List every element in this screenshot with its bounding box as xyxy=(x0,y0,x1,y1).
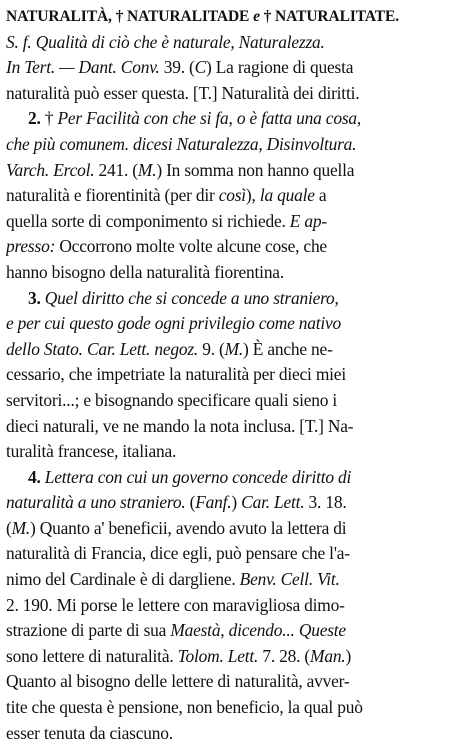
text-segment: 241. ( xyxy=(94,159,138,180)
text-segment: M. xyxy=(137,159,157,180)
entry-text-line xyxy=(6,55,466,81)
text-segment: Benv. Cell. Vit. xyxy=(239,569,340,590)
text-segment: ( xyxy=(185,492,196,513)
text-segment: 39. ( xyxy=(159,57,195,78)
text-segment: Man. xyxy=(310,645,346,666)
entry-text-line xyxy=(6,465,466,491)
text-segment: In Tert. — Dant. Conv. xyxy=(6,57,160,78)
text-segment: ) xyxy=(231,492,242,513)
text-segment: quella sorte di componimento si richiede. xyxy=(6,210,290,231)
text-segment: 3. xyxy=(28,287,41,308)
entry-text-line xyxy=(6,183,466,209)
text-segment: ) È anche ne- xyxy=(243,338,333,359)
text-segment: 4. xyxy=(28,466,41,487)
text-segment: ( xyxy=(6,517,12,538)
text-segment: presso: xyxy=(6,236,56,257)
entry-text-line xyxy=(6,388,466,414)
text-segment: 9. ( xyxy=(198,338,225,359)
entry-text-line xyxy=(6,106,466,132)
text-segment: ) La ragione di questa xyxy=(206,57,354,78)
text-segment: ) In somma non hanno quella xyxy=(156,159,355,180)
text-segment: Tolom. Lett. xyxy=(177,645,259,666)
entry-text-line xyxy=(6,618,466,644)
text-segment: naturalità a uno straniero. xyxy=(6,492,186,513)
text-segment: Quel diritto che si concede a uno straniero, xyxy=(40,287,339,308)
entry-headword-line xyxy=(6,4,466,30)
entry-text-line xyxy=(6,234,466,260)
text-segment: turalità francese, italiana. xyxy=(6,441,177,462)
text-segment: 7. 28. ( xyxy=(258,645,311,666)
text-segment: C xyxy=(194,57,207,78)
entry-text-line xyxy=(6,362,466,388)
text-segment: E ap- xyxy=(289,210,327,231)
entry-text-line xyxy=(6,311,466,337)
entry-text-block xyxy=(6,4,466,746)
entry-text-line xyxy=(6,516,466,542)
entry-text-line xyxy=(6,695,466,721)
text-segment: Car. Lett. xyxy=(241,492,305,513)
text-segment: Quanto al bisogno delle lettere di naturalità, avver- xyxy=(6,671,350,692)
text-segment: ), xyxy=(245,185,260,206)
entry-text-line xyxy=(6,158,466,184)
entry-text-line xyxy=(6,286,466,312)
text-segment: cessario, che impetriate la naturalità per dieci miei xyxy=(6,364,346,385)
text-segment: dieci naturali, ve ne mando la nota inclusa. [T.] Na- xyxy=(6,415,354,436)
text-segment: hanno bisogno della naturalità fiorentina. xyxy=(6,261,284,282)
text-segment: e xyxy=(253,8,260,25)
text-segment: tite che questa è pensione, non beneficio, la qual può xyxy=(6,697,363,718)
entry-text-line xyxy=(6,669,466,695)
text-segment: 2. 190. Mi porse le lettere con maravigliosa dimo- xyxy=(6,594,345,615)
text-segment: e per cui questo gode ogni privilegio come nativo xyxy=(6,313,342,334)
entry-text-line xyxy=(6,132,466,158)
text-segment: la quale xyxy=(259,185,315,206)
entry-text-line xyxy=(6,439,466,465)
text-segment: strazione di parte di sua xyxy=(6,620,171,641)
text-segment: a xyxy=(314,185,327,206)
text-segment: Occorrono molte volte alcune cose, che xyxy=(55,236,327,257)
text-segment: così xyxy=(218,185,246,206)
text-segment: Fanf. xyxy=(195,492,232,513)
text-segment: esser tenuta da ciascuno. xyxy=(6,722,173,743)
text-segment: naturalità di Francia, dice egli, può pensare che l'a- xyxy=(6,543,350,564)
text-segment: nimo del Cardinale è di dargliene. xyxy=(6,569,240,590)
text-segment: naturalità e fiorentinità (per dir xyxy=(6,185,219,206)
text-segment: NATURALITÀ, † NATURALITADE xyxy=(6,8,254,25)
entry-text-line xyxy=(6,209,466,235)
entry-text-line xyxy=(6,337,466,363)
entry-text-line xyxy=(6,567,466,593)
text-segment: † NATURALITATE. xyxy=(259,8,400,25)
text-segment: Maestà, dicendo... Queste xyxy=(170,620,346,641)
text-segment: M. xyxy=(224,338,244,359)
text-segment: 2. xyxy=(28,108,41,129)
text-segment: Lettera con cui un governo concede diritto di xyxy=(40,466,352,487)
entry-text-line xyxy=(6,541,466,567)
text-segment: servitori...; e bisognando specificare quali sieno i xyxy=(6,389,338,410)
entry-text-line xyxy=(6,414,466,440)
text-segment: M. xyxy=(11,517,31,538)
text-segment: Per Facilità con che si fa, o è fatta una cosa, xyxy=(57,108,362,129)
text-segment: ) xyxy=(345,645,352,666)
text-segment: dello Stato. Car. Lett. negoz. xyxy=(6,338,199,359)
entry-text-line xyxy=(6,593,466,619)
text-segment: Varch. Ercol. xyxy=(6,159,95,180)
text-segment: S. f. Qualità di ciò che è naturale, Naturalezza. xyxy=(6,31,325,52)
text-segment: che più comunem. dicesi Naturalezza, Disinvoltura. xyxy=(6,133,357,154)
entry-text-line xyxy=(6,81,466,107)
entry-text-line xyxy=(6,644,466,670)
text-segment: † xyxy=(40,108,58,129)
text-segment: naturalità può esser questa. [T.] Naturalità dei diritti. xyxy=(6,82,360,103)
entry-text-line xyxy=(6,490,466,516)
text-segment: sono lettere di naturalità. xyxy=(6,645,178,666)
entry-text-line xyxy=(6,30,466,56)
text-segment: 3. 18. xyxy=(304,492,347,513)
entry-text-line xyxy=(6,721,466,746)
text-segment: ) Quanto a' beneficii, avendo avuto la lettera di xyxy=(30,517,347,538)
entry-text-line xyxy=(6,260,466,286)
